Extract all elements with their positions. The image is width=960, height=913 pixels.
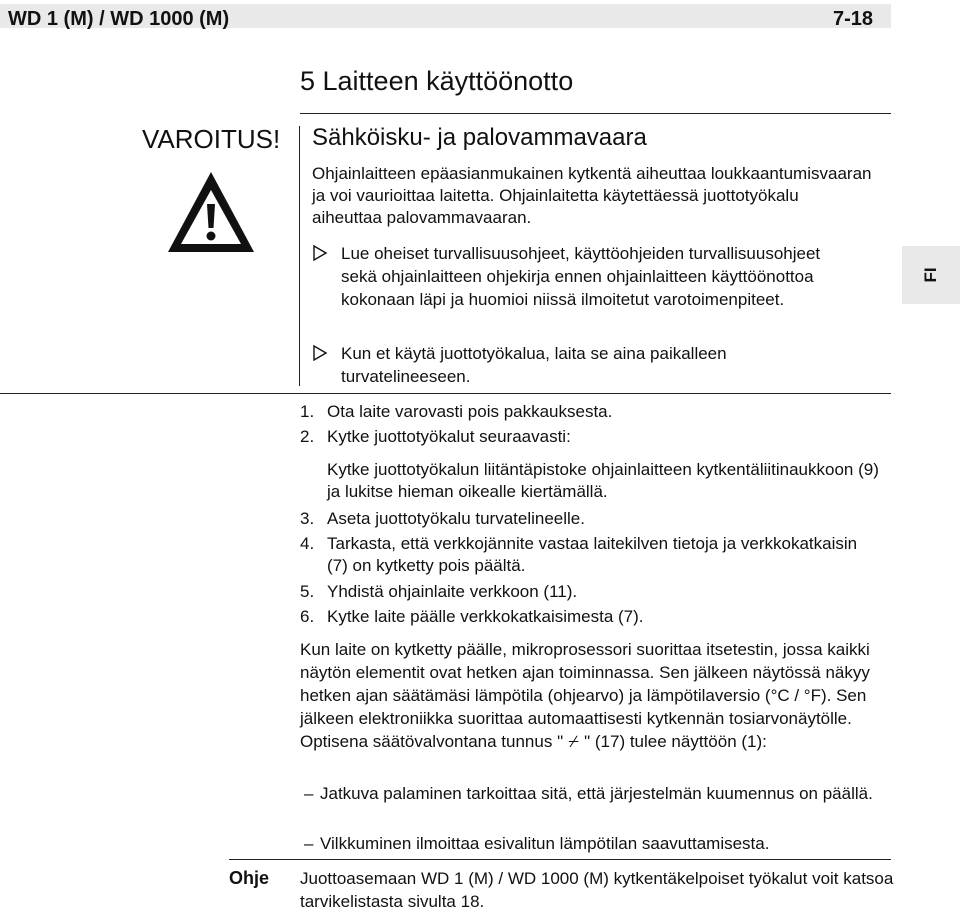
dash-mark: – xyxy=(304,834,314,853)
startup-description-text-end: " (17) tulee näyttöön (1): xyxy=(584,732,767,751)
dash-item xyxy=(300,832,890,855)
step-number: 3. xyxy=(300,509,315,528)
step-number: 1. xyxy=(300,402,315,421)
warning-label: VAROITUS! xyxy=(142,124,281,154)
warning-bullet-text: Lue oheiset turvallisuusohjeet, käyttöohjeiden turvallisuusohjeet sekä ohjainlaitteen ohjekirja ennen ohjainlaitteen käyttöönottoa kokonaan läpi ja huomioi niissä ilmoitetut varotoimenpiteet. xyxy=(341,244,821,309)
chapter-rule xyxy=(300,113,891,114)
warning-bullet xyxy=(312,242,852,311)
dash-item-text: Jatkuva palaminen tarkoittaa sitä, että järjestelmän kuumennus on päällä. xyxy=(320,784,873,803)
heating-indicator-icon: ⌿ xyxy=(563,732,585,752)
page-header xyxy=(0,4,891,28)
dash-mark: – xyxy=(304,784,314,803)
step-item xyxy=(300,459,880,503)
step-text: Kytke juottotyökalun liitäntäpistoke ohjainlaitteen kytkentäliitinaukkoon (9) ja lukitse hieman oikealle kiertämällä. xyxy=(327,460,879,501)
bullet-triangle-icon xyxy=(312,245,328,261)
header-page-number: 7-18 xyxy=(832,8,873,30)
step-text: Tarkasta, että verkkojännite vastaa laitekilven tietoja ja verkkokatkaisin (7) on kytketty pois päältä. xyxy=(327,534,858,575)
language-tab xyxy=(902,246,960,304)
step-text: Kytke laite päälle verkkokatkaisimesta (7). xyxy=(327,607,644,626)
step-number: 5. xyxy=(300,582,315,601)
step-text: Ota laite varovasti pois pakkauksesta. xyxy=(327,402,613,421)
warning-bullet xyxy=(312,342,852,388)
warning-bullet-text: Kun et käytä juottotyökalua, laita se aina paikalleen turvatelineeseen. xyxy=(341,344,727,386)
step-text: Kytke juottotyökalut seuraavasti: xyxy=(327,427,571,446)
step-number: 4. xyxy=(300,534,315,553)
step-item xyxy=(300,508,880,530)
step-item xyxy=(300,426,880,448)
warning-divider xyxy=(299,126,300,386)
warning-heading: Sähköisku- ja palovammavaara xyxy=(312,124,647,151)
warning-text: Ohjainlaitteen epäasianmukainen kytkentä aiheuttaa loukkaantumisvaaran ja voi vaurioittaa laitetta. Ohjainlaitetta käytettäessä juottotyökalu aiheuttaa palovammavaaran. xyxy=(312,164,872,227)
startup-description xyxy=(300,638,890,754)
bullet-triangle-icon xyxy=(312,345,328,361)
language-tab-label: FI xyxy=(921,267,940,283)
step-text: Aseta juottotyökalu turvatelineelle. xyxy=(327,509,585,528)
note-rule xyxy=(229,859,891,860)
step-item xyxy=(300,533,880,577)
step-number: 6. xyxy=(300,607,315,626)
step-item xyxy=(300,581,880,603)
dash-item-text: Vilkkuminen ilmoittaa esivalitun lämpötilan saavuttamisesta. xyxy=(320,834,770,853)
header-model: WD 1 (M) / WD 1000 (M) xyxy=(8,8,230,30)
dash-item xyxy=(300,782,890,805)
warning-end-rule xyxy=(0,393,891,394)
warning-triangle-icon xyxy=(165,168,257,256)
note-label: Ohje xyxy=(229,868,270,888)
step-item xyxy=(300,606,880,628)
step-item xyxy=(300,401,880,423)
startup-description-text: Kun laite on kytketty päälle, mikroprosessori suorittaa itsetestin, jossa kaikki näytön elementit ovat hetken ajan toiminnassa. Sen jälkeen näytössä näkyy hetken ajan säätämäsi lämpötila (ohjearvo) ja lämpötilaversio (°C / °F). Sen jälkeen elektroniikka suorittaa automaattisesti kytkennän tosiarvonäytölle. Optisena säätövalvontana tunnus " xyxy=(300,640,870,751)
step-text: Yhdistä ohjainlaite verkkoon (11). xyxy=(327,582,578,601)
chapter-title: 5 Laitteen käyttöönotto xyxy=(300,66,574,96)
step-number: 2. xyxy=(300,427,315,446)
note-text: Juottoasemaan WD 1 (M) / WD 1000 (M) kytkentäkelpoiset työkalut voit katsoa tarvikelistasta sivulta 18. xyxy=(300,869,894,911)
